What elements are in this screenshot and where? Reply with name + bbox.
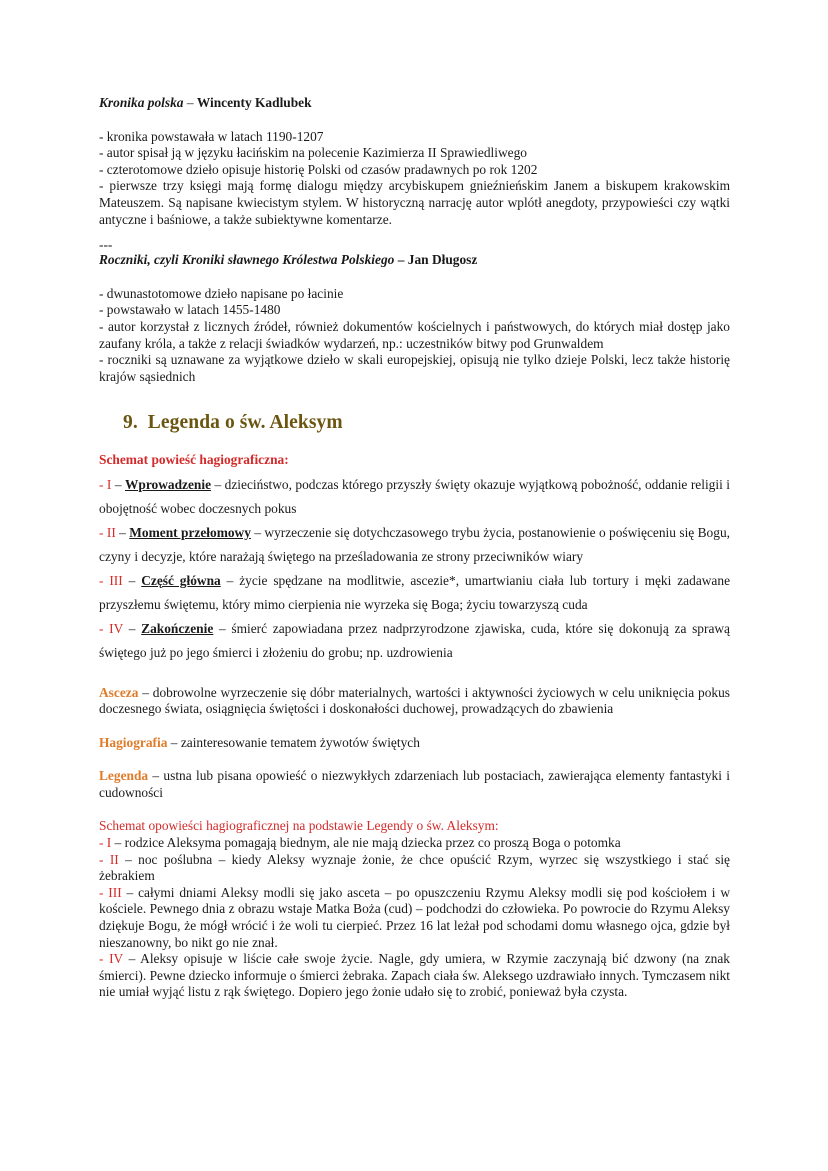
separator: --- bbox=[99, 237, 113, 253]
kadlubek-author: Wincenty Kadlubek bbox=[196, 95, 312, 110]
aleksy-heading: Schemat opowieści hagiograficznej na podstawie Legendy o św. Aleksym: bbox=[99, 818, 499, 834]
dlugosz-title bbox=[99, 252, 730, 269]
definition-legenda: Legenda – ustna lub pisana opowieść o niezwykłych zdarzeniach lub postaciach, zawierająca elementy fantastyki i cudowności bbox=[99, 768, 730, 800]
list-item: - roczniki są uznawane za wyjątkowe dzieło w skali europejskiej, opisują nie tylko dzieje Polski, lecz także historię krajów sąsiednich bbox=[99, 352, 730, 384]
aleksy-stage-2: - II – noc poślubna – kiedy Aleksy wyznaje żonie, że chce opuścić Rzym, wyrzec się wszystkiego i stać się żebrakiem bbox=[99, 851, 730, 884]
section-heading bbox=[123, 412, 730, 434]
document-page bbox=[99, 95, 730, 1001]
dlugosz-work-title: Roczniki, czyli Kroniki sławnego Królestwa Polskiego bbox=[99, 252, 395, 268]
list-item: - powstawało w latach 1455-1480 bbox=[99, 302, 281, 318]
definition-hagiografia: Hagiografia – zainteresowanie tematem żywotów świętych bbox=[99, 734, 420, 750]
kadlubek-work-title: Kronika polska bbox=[99, 95, 184, 110]
section-number: 9. bbox=[123, 412, 138, 434]
aleksy-stage-1: - I – rodzice Aleksyma pomagają biednym, ale nie mają dziecka przez co proszą Boga o potomka bbox=[99, 835, 621, 851]
dlugosz-list bbox=[99, 286, 730, 386]
schemat-heading: Schemat powieść hagiograficzna: bbox=[99, 451, 289, 467]
list-item: - pierwsze trzy księgi mają formę dialogu między arcybiskupem gnieźnieńskim Janem a biskupem krakowskim Mateuszem. Są napisane kwiecistym stylem. W historyczną narrację autor wplótł anegdoty, przypowieści czy wątki antyczne i baśniowe, a także subiektywne komentarze. bbox=[99, 178, 730, 227]
section-title: Legenda o św. Aleksym bbox=[147, 412, 343, 434]
schemat-stage-4: - IV – Zakończenie – śmierć zapowiadana przez nadprzyrodzone zjawiska, cuda, które się dokonują za sprawą świętego już po jego śmierci i złożeniu do grobu; np. uzdrowienia bbox=[99, 620, 731, 660]
list-item: - kronika powstawała w latach 1190-1207 bbox=[99, 128, 324, 144]
dlugosz-title-dash: – bbox=[394, 252, 408, 268]
list-item: - autor spisał ją w języku łacińskim na polecenie Kazimierza II Sprawiedliwego bbox=[99, 145, 527, 161]
kadlubek-list bbox=[99, 129, 730, 229]
list-item: - autor korzystał z licznych źródeł, również dokumentów kościelnych i państwowych, do których miał dostęp jako zaufany króla, a także z relacji świadków wydarzeń, np.: uczestników bitwy pod Grunwaldem bbox=[99, 318, 730, 351]
kadlubek-title-dash: – bbox=[183, 95, 197, 110]
list-item: - dwunastotomowe dzieło napisane po łacinie bbox=[99, 285, 344, 301]
schemat-stage-2: - II – Moment przełomowy – wyrzeczenie się dotychczasowego trybu życia, postanowienie o poświęceniu się Bogu, czyny i decyzje, które narażają świętego na prześladowania ze strony przeciwników wiary bbox=[99, 524, 730, 564]
aleksy-list bbox=[99, 835, 730, 1001]
definition-asceza: Asceza – dobrowolne wyrzeczenie się dóbr materialnych, wartości i aktywności życiowych w celu uniknięcia pokus doczesnego świata, osiągnięcia świętości i doskonałości duchowej, prowadzących do zbawienia bbox=[99, 684, 730, 717]
aleksy-stage-3: - III – całymi dniami Aleksy modli się jako asceta – po opuszczeniu Rzymu Aleksy modli się pod kościołem i w kościele. Pewnego dnia z obrazu wstaje Matka Boża (cud) – podchodzi do człowieka. Po powrocie do Rzymu Aleksy dziękuje Bogu, że mógł wrócić i że woli tu cierpieć. Przez 16 lat leżał pod schodami domu własnego ojca, gdzie był nieszanowny, bo nikt go nie znał. bbox=[99, 884, 730, 950]
list-item: - czterotomowe dzieło opisuje historię Polski od czasów pradawnych po rok 1202 bbox=[99, 161, 538, 177]
kadlubek-title bbox=[99, 95, 730, 112]
aleksy-stage-4: - IV – Aleksy opisuje w liście całe swoje życie. Nagle, gdy umiera, w Rzymie zaczynają bić dzwony (na znak śmierci). Pewne dziecko informuje o śmierci żebraka. Zapach ciała św. Aleksego uzdrawiało innych. Tymczasem nikt nie umiał wyjąć listu z rąk świętego. Dopiero jego żonie udało się to zrobić, ponieważ była czysta. bbox=[99, 951, 731, 1000]
dlugosz-author: Jan Długosz bbox=[407, 252, 478, 268]
schemat-stage-1: - I – Wprowadzenie – dzieciństwo, podczas którego przyszły święty okazuje wyjątkową pobożność, oddanie religii i obojętność wobec doczesnych pokus bbox=[99, 476, 730, 516]
schemat-list bbox=[99, 473, 730, 665]
schemat-stage-3: - III – Część główna – życie spędzane na modlitwie, ascezie*, umartwianiu ciała lub tortury i męki zadawane przyszłemu świętemu, który mimo cierpienia nie wyrzeka się Boga; życiu towarzyszą cuda bbox=[99, 572, 731, 612]
